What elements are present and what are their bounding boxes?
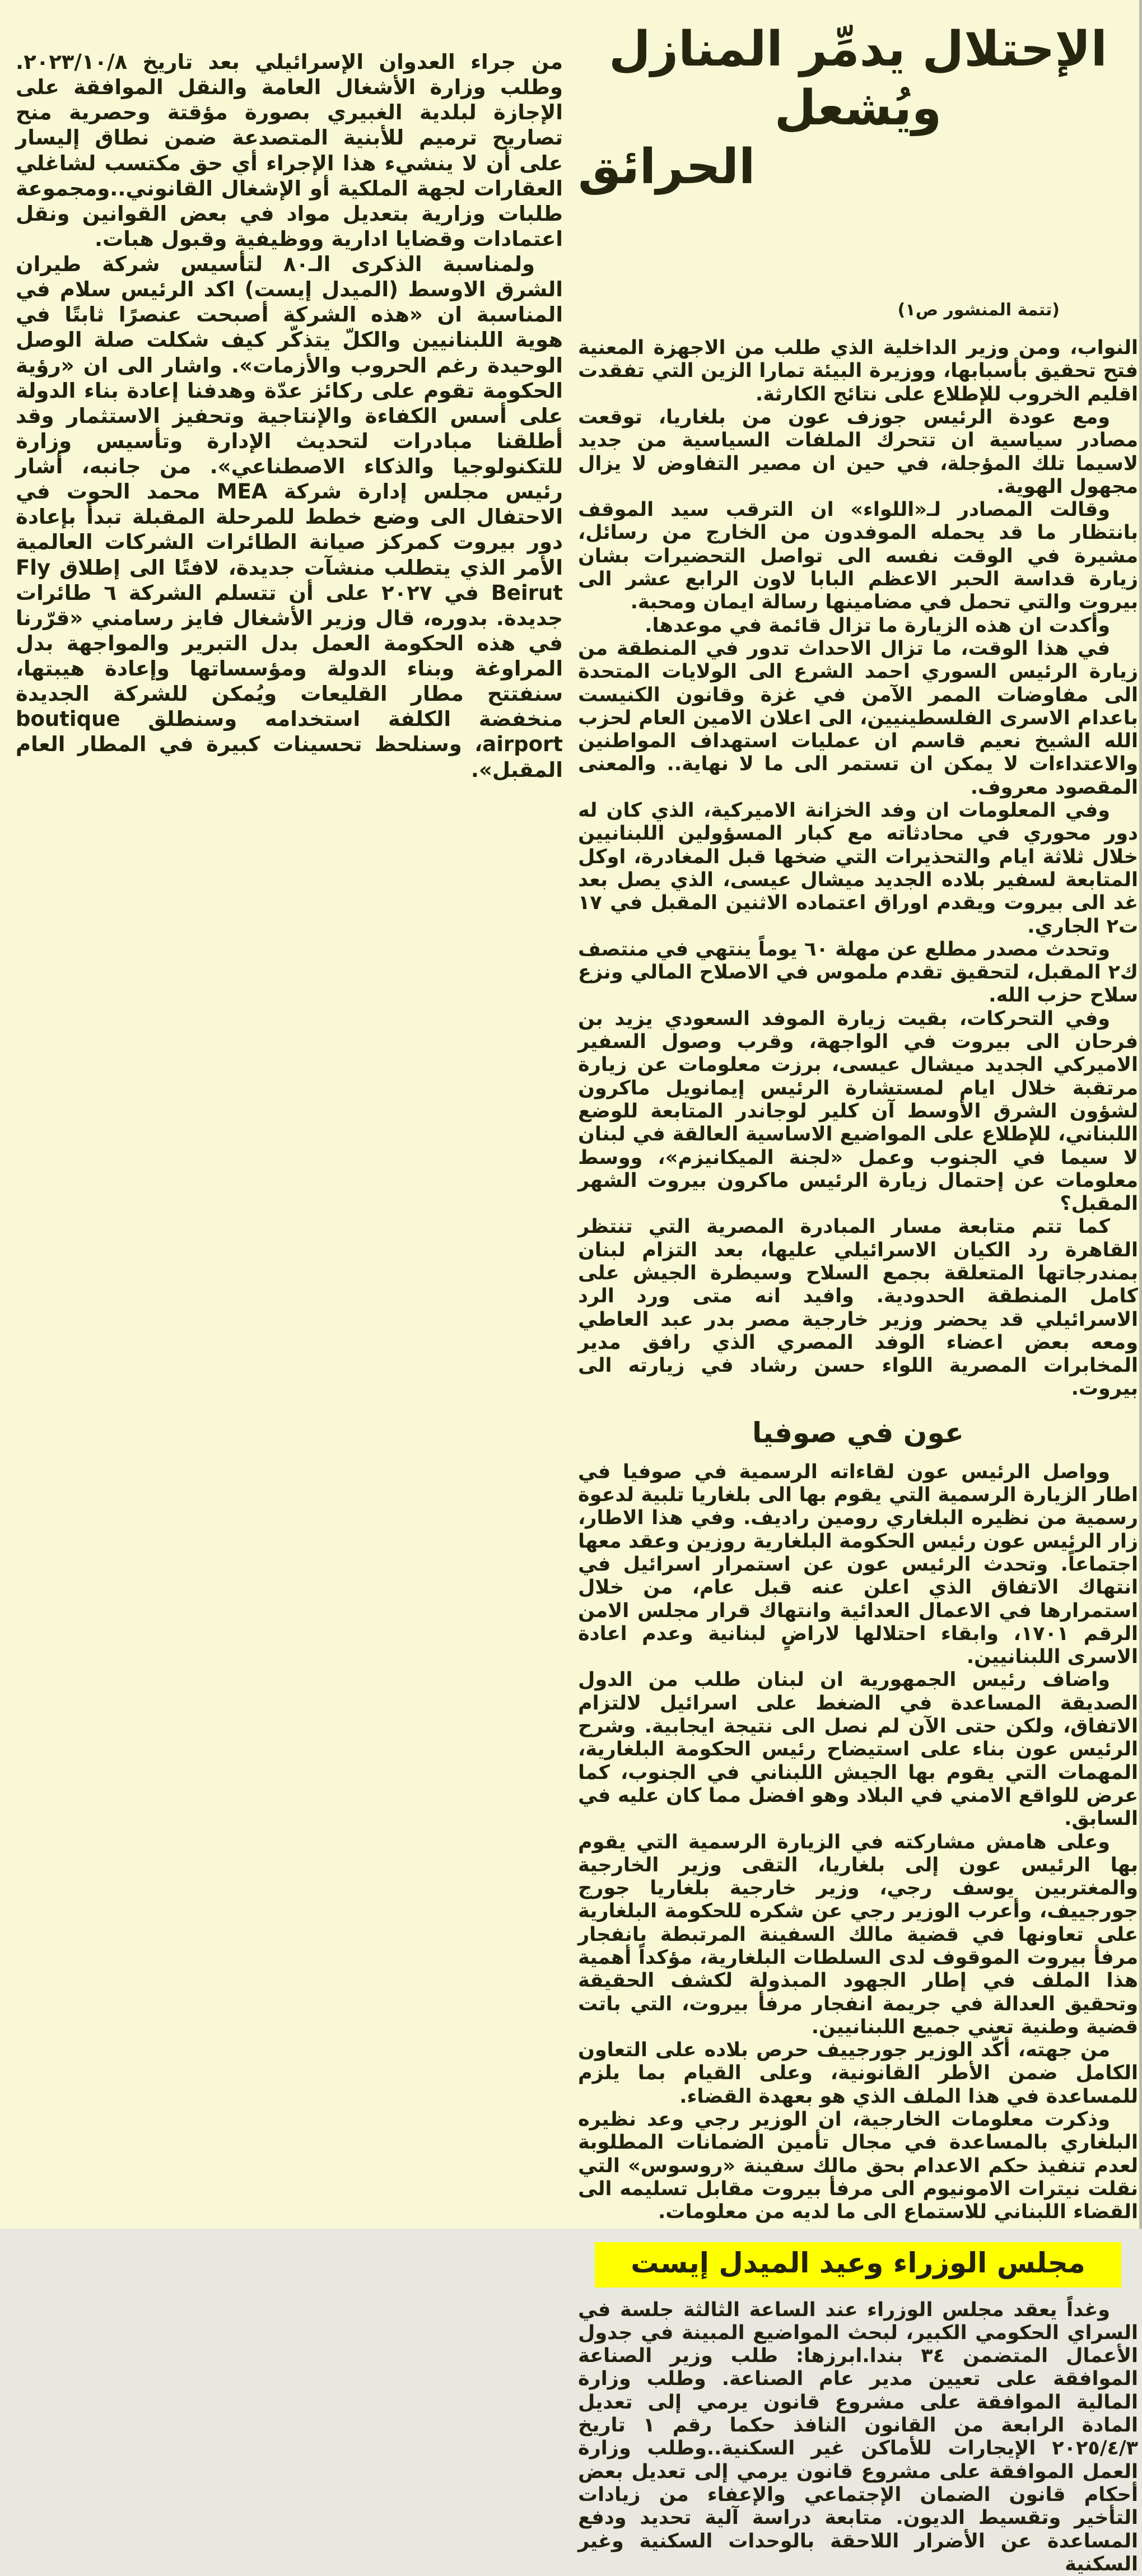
body-paragraph: وتحدث مصدر مطلع عن مهلة ٦٠ يوماً ينتهي في منتصف ك٢ المقبل، لتحقيق تقدم ملموس في الاصلاح المالي ونزع سلاح حزب الله.: [578, 938, 1138, 1007]
section-title-aoun-in-sofia: عون في صوفيا: [752, 1416, 964, 1449]
body-paragraph: وذكرت معلومات الخارجية، ان الوزير رجي وعد نظيره البلغاري بالمساعدة في مجال تأمين الضمانات المطلوبة لعدم تنفيذ حكم الاعدام بحق مالك سفينة «روسوس» التي نقلت نيترات الامونيوم الى مرفأ بيروت مقابل تسليمه الى القضاء اللبناني للاستماع الى ما لديه من معلومات.: [578, 2108, 1138, 2224]
body-paragraph: من جراء العدوان الإسرائيلي بعد تاريخ ٢٠٢٣/١٠/٨. وطلب وزارة الأشغال العامة والنقل الموافقة على الإجازة لبلدية الغبيري بصورة مؤقتة وحصرية منح تصاريح ترميم للأبنية المتصدعة ضمن نطاق إليسار على أن لا ينشيء هذا الإجراء أي حق مكتسب لشاغلي العقارات لجهة الملكية أو الإشغال القانوني..ومجموعة طلبات وزارية بتعديل مواد في بعض القوانين ونقل اعتمادات وقضايا ادارية ووظيفية وقبول هبات.: [16, 50, 563, 251]
article-headline: [578, 20, 1138, 197]
body-paragraph: وعلى هامش مشاركته في الزيارة الرسمية التي يقوم بها الرئيس عون إلى بلغاريا، التقى وزير الخارجية والمغتربين يوسف رجي، وزير خارجية بلغاريا جورج جورجييف، وأعرب الوزير رجي عن شكره للحكومة البلغارية على تعاونها في قضية مالك السفينة المرتبطة بانفجار مرفأ بيروت الموقوف لدى السلطات البلغارية، مؤكداً أهمية هذا الملف في إطار الجهود المبذولة لكشف الحقيقة وتحقيق العدالة في جريمة انفجار مرفأ بيروت، التي باتت قضية وطنية تعني جميع اللبنانيين.: [578, 1830, 1138, 2038]
body-paragraph: من جهته، أكّد الوزير جورجييف حرص بلاده على التعاون الكامل ضمن الأطر القانونية، وعلى القيام بما يلزم للمساعدة في هذا الملف الذي هو بعهدة القضاء.: [578, 2039, 1138, 2108]
body-paragraph: وواصل الرئيس عون لقاءاته الرسمية في صوفيا في اطار الزيارة الرسمية التي يقوم بها الى بلغاريا تلبية لدعوة رسمية من نظيره البلغاري رومين راديف. وفي هذا الاطار، زار الرئيس عون رئيس الحكومة البلغارية روزين وعقد معها اجتماعاً. وتحدث الرئيس عون عن استمرار اسرائيل في انتهاك الاتفاق الذي اعلن عنه قبل عام، من خلال استمرارها في الاعمال العدائية وانتهاك قرار مجلس الامن الرقم ١٧٠١، وابقاء احتلالها لاراضٍ لبنانية وعدم اعادة الاسرى اللبنانيين.: [578, 1460, 1138, 1669]
body-paragraph: وفي التحركات، بقيت زيارة الموفد السعودي يزيد بن فرحان الى بيروت في الواجهة، وقرب وصول السفير الاميركي الجديد ميشال عيسى، برزت معلومات عن زيارة مرتقبة خلال ايام لمستشارة الرئيس إيمانويل ماكرون لشؤون الشرق الأوسط آن كلير لوجاندر المتابعة للوضع اللبناني، للإطلاع على المواضيع الاساسية العالقة في لبنان لا سيما في الجنوب وعمل «لجنة الميكانيزم»، ووسط معلومات عن إحتمال زيارة الرئيس ماكرون بيروت الشهر المقبل؟: [578, 1007, 1138, 1215]
body-paragraph: كما تتم متابعة مسار المبادرة المصرية التي تنتظر القاهرة رد الكيان الاسرائيلي عليها، بعد التزام لبنان بمندرجاتها المتعلقة بجمع السلاح وسيطرة الجيش على كامل المنطقة الحدودية. وافيد انه متى ورد الرد الاسرائيلي قد يحضر وزير خارجية مصر بدر عبد العاطي ومعه بعض اعضاء الوفد المصري الذي رافق مدير المخابرات المصرية اللواء حسن رشاد في زيارته الى بيروت.: [578, 1215, 1138, 1400]
continuation-column: [16, 49, 563, 782]
body-paragraph: وغداً يعقد مجلس الوزراء عند الساعة الثالثة جلسة في السراي الحكومي الكبير، لبحث المواضيع المبينة في جدول الأعمال المتضمن ٣٤ بندا.ابرزها: طلب وزير الصناعة الموافقة على تعيين مدير عام الصناعة. وطلب وزارة المالية الموافقة على مشروع قانون يرمي إلى تعديل المادة الرابعة من القانون النافذ حكما رقم ١ تاريخ ٢٠٢٥/٤/٣ الإيجارات للأماكن غير السكنية..وطلب وزارة العمل الموافقة على مشروع قانون يرمي إلى تعديل بعض أحكام قانون الضمان الإجتماعي والإعفاء من زيادات التأخير وتقسيط الديون. متابعة دراسة آلية تحديد ودفع المساعدة عن الأضرار اللاحقة بالوحدات السكنية وغير السكنية: [578, 2298, 1139, 2575]
body-paragraph: واضاف رئيس الجمهورية ان لبنان طلب من الدول الصديقة المساعدة في الضغط على اسرائيل لالتزام الاتفاق، ولكن حتى الآن لم نصل الى نتيجة ايجابية. وشرح الرئيس عون بناء على استيضاح رئيس الحكومة البلغارية، المهمات التي يقوم بها الجيش اللبناني في الجنوب، كما عرض للواقع الامني في البلاد وهو افضل مما كان عليه في السابق.: [578, 1669, 1138, 1830]
body-paragraph: وفي المعلومات ان وفد الخزانة الاميركية، الذي كان له دور محوري في محادثاته مع كبار المسؤولين اللبنانيين خلال ثلاثة ايام والتحذيرات التي ضخها قبل المغادرة، اوكل المتابعة لسفير بلاده الجديد ميشال عيسى، الذي يصل بعد غد الى بيروت ويقدم اوراق اعتماده الاثنين المقبل في ١٧ ت٢ الجاري.: [578, 799, 1138, 938]
section-title-cabinet-wrapper: [578, 2242, 1138, 2288]
body-paragraph: في هذا الوقت، ما تزال الاحداث تدور في المنطقة من زيارة الرئيس السوري احمد الشرع الى الولايات المتحدة الى مفاوضات الممر الآمن في غزة وقانون الكنيست باعدام الاسرى الفلسطينيين، الى اعلان الامين العام لحزب الله الشيخ نعيم قاسم ان عمليات استهداف المواطنين والاعتداءات لا يمكن ان تستمر الى ما لا نهاية.. والمعنى المقصود معروف.: [578, 637, 1138, 799]
continuation-note: (تتمة المنشور ص١): [897, 300, 1060, 320]
highlighted-section-title: مجلس الوزراء وعيد الميدل إيست: [595, 2242, 1121, 2288]
body-paragraph: ومع عودة الرئيس جوزف عون من بلغاريا، توقعت مصادر سياسية ان تتحرك الملفات السياسية من جديد لاسيما تلك المؤجلة، في حين ان مصير التفاوض لا يزال مجهول الهوية.: [578, 406, 1138, 498]
body-paragraph: وقالت المصادر لـ«اللواء» ان الترقب سيد الموقف بانتظار ما قد يحمله الموفدون من الخارج من رسائل، مشيرة في الوقت نفسه الى تواصل التحضيرات بشان زيارة قداسة الحبر الاعظم البابا لاون الرابع عشر الى بيروت والتي تحمل في مضامينها رسالة ايمان ومحبة.: [578, 499, 1138, 614]
scan-edge-strip: [1139, 0, 1142, 2229]
headline-line-1: الإحتلال يدمِّر المنازل ويُشعل: [608, 21, 1108, 136]
main-article-column: [578, 20, 1138, 2576]
headline-line-2: الحرائق: [578, 138, 756, 195]
body-paragraph: النواب، ومن وزير الداخلية الذي طلب من الاجهزة المعنية فتح تحقيق بأسبابها، ووزيرة البيئة تمارا الزين التي تفقدت اقليم الخروب للإطلاع على نتائج الكارثة.: [578, 337, 1138, 406]
body-paragraph: ولمناسبة الذكرى الـ٨٠ لتأسيس شركة طيران الشرق الاوسط (الميدل إيست) اكد الرئيس سلام في المناسبة ان «هذه الشركة أصبحت عنصرًا ثابتًا في هوية اللبنانيين والكلّ يتذكّر كيف شكلت صلة الوصل الوحيدة رغم الحروب والأزمات». واشار الى ان «رؤية الحكومة تقوم على ركائز عدّة وهدفنا إعادة بناء الدولة على أسس الكفاءة والإنتاجية وتحفيز الاستثمار وقد أطلقنا مبادرات لتحديث الإدارة وتأسيس وزارة للتكنولوجيا والذكاء الاصطناعي». من جانبه، أشار رئيس مجلس إدارة شركة MEA محمد الحوت في الاحتفال الى وضع خطط للمرحلة المقبلة تبدأ بإعادة دور بيروت كمركز صيانة الطائرات الشركات العالمية الأمر الذي يتطلب منشآت جديدة، لافتًا الى إطلاق Fly Beirut في ٢٠٢٧ على أن تتسلم الشركة ٦ طائرات جديدة. بدوره، قال وزير الأشغال فايز رسامني «قرّرنا في هذه الحكومة العمل بدل التبرير والمواجهة بدل المراوغة وبناء الدولة ومؤسساتها وإعادة هيبتها، سنفتتح مطار القليعات ويُمكن للشركة الجديدة منخفضة الكلفة استخدامه وسنطلق boutique airport، وسنلحظ تحسينات كبيرة في المطار العام المقبل».: [16, 252, 563, 782]
body-paragraph: وأكدت ان هذه الزيارة ما تزال قائمة في موعدها.: [645, 614, 1110, 637]
